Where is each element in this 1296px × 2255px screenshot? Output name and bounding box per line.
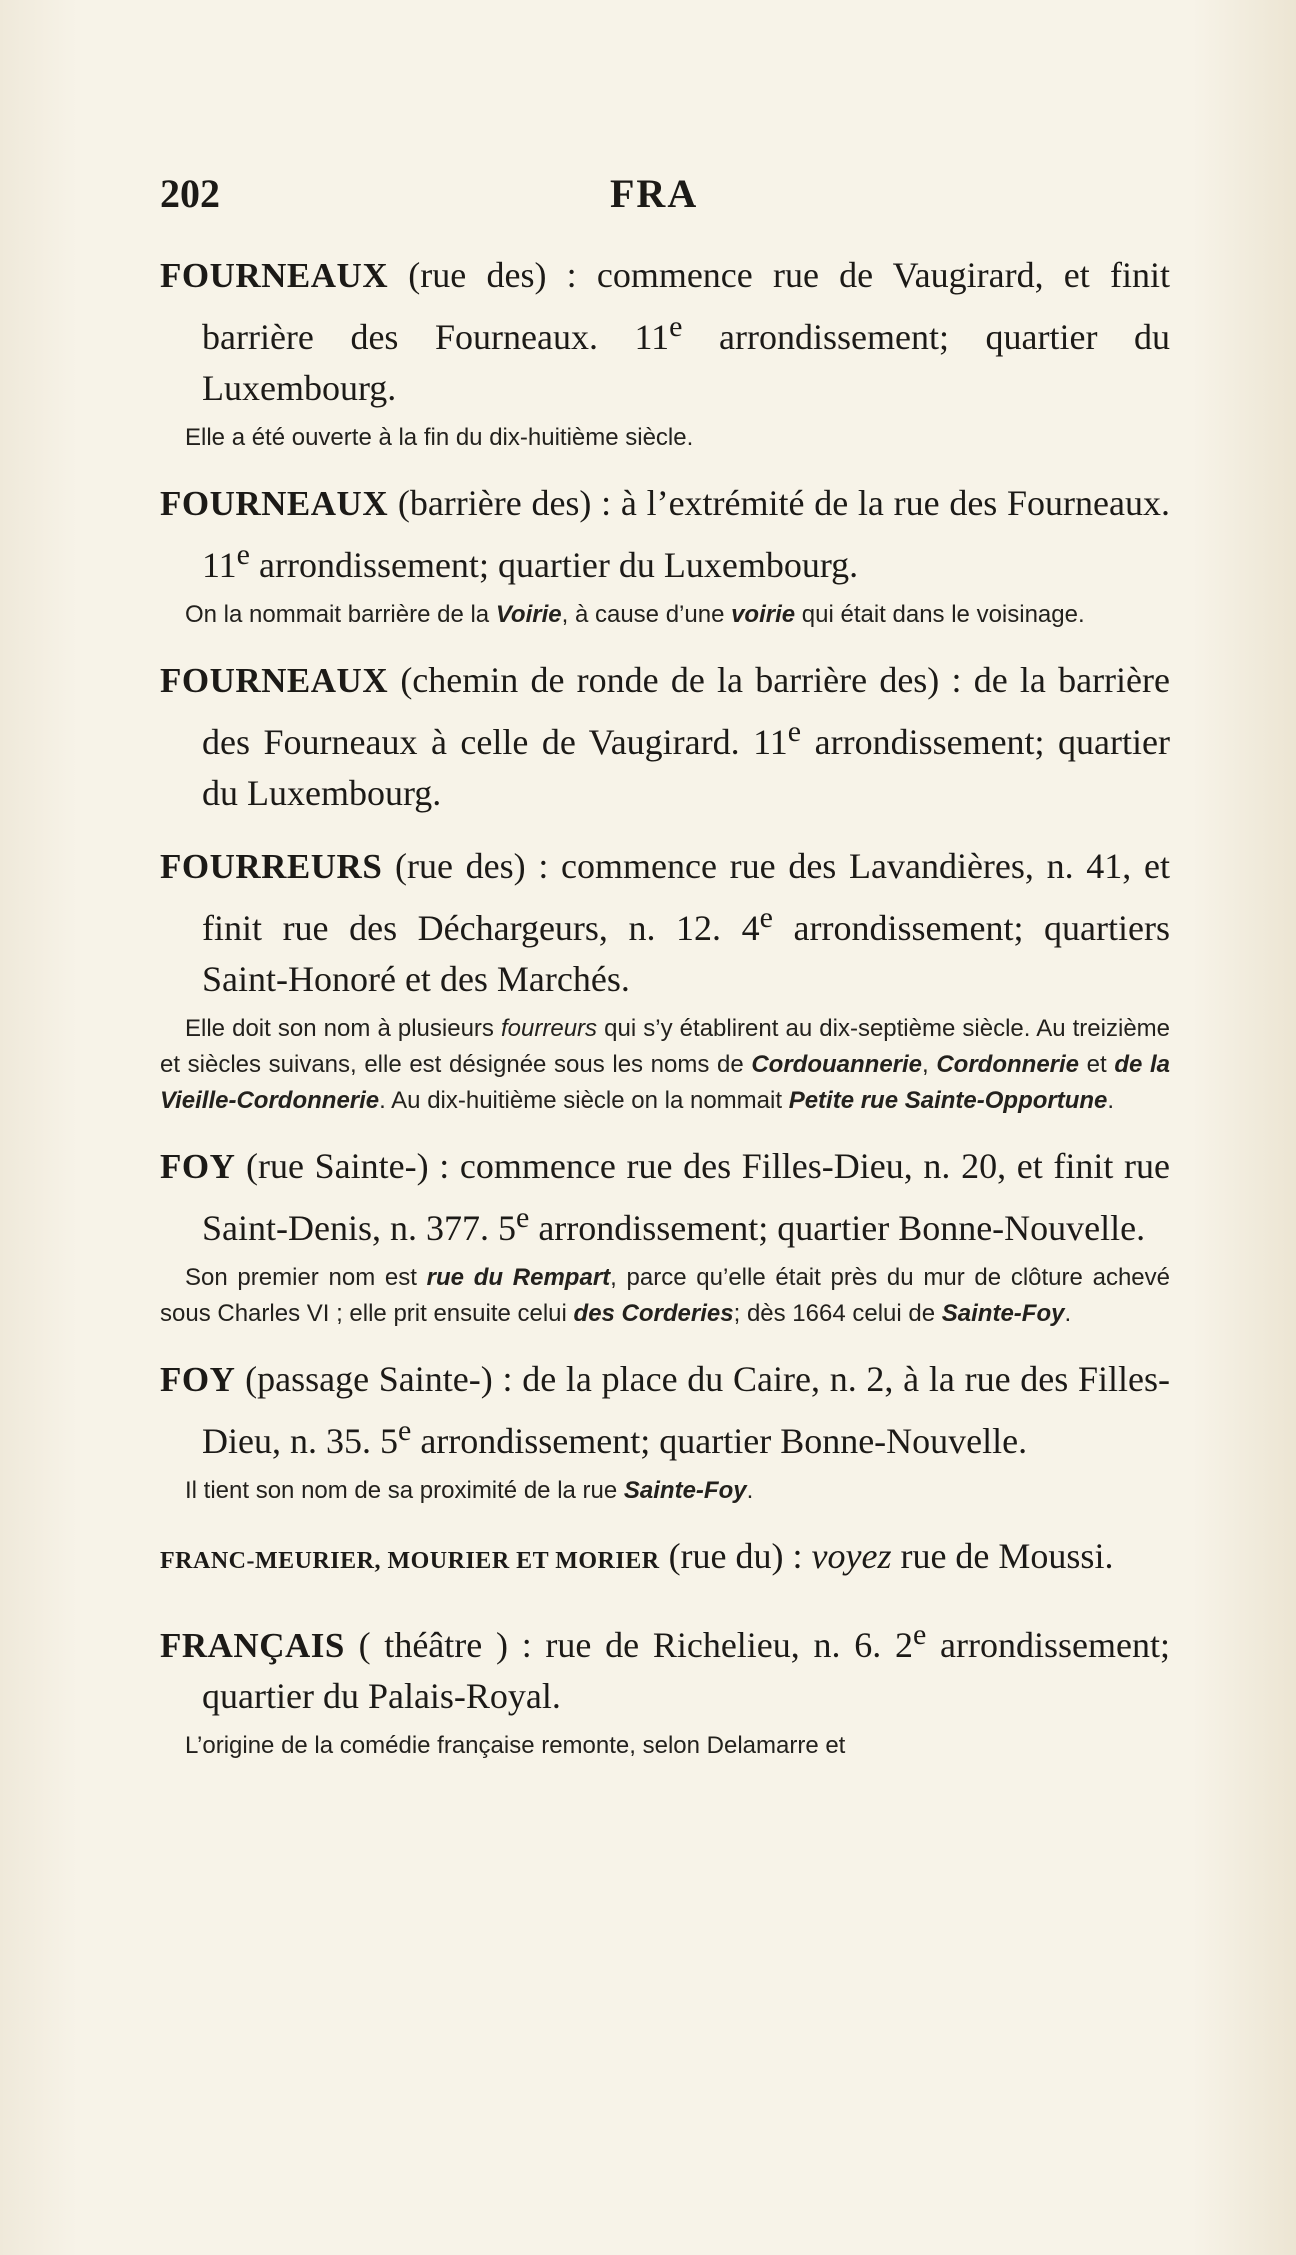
note-text: Elle a été ouverte à la fin du dix-huitième siècle. xyxy=(185,424,694,451)
entry-fourneaux-rue xyxy=(160,250,1170,456)
entry-headword: FRANÇAIS xyxy=(160,1626,345,1665)
entry-body: (rue des) : commence rue de Vaugirard, et finit barrière des Fourneaux. 11 xyxy=(202,255,1170,357)
note-italic: des Corderies xyxy=(573,1300,734,1327)
superscript: e xyxy=(515,1201,530,1234)
note-italic: Petite rue Sainte-Opportune xyxy=(788,1087,1108,1114)
entry-body-cont: arrondissement; quartiers Saint-Honoré et des Marchés. xyxy=(202,908,1170,999)
note-text: Son premier nom est xyxy=(185,1264,427,1291)
superscript: e xyxy=(759,901,773,934)
note-text: qui était dans le voisinage. xyxy=(795,601,1085,628)
note-text: L’origine de la comédie française remonte, selon Delamarre et xyxy=(185,1732,846,1759)
note-text: On la nommait barrière de la xyxy=(185,601,496,628)
note-italic: Cordouannerie xyxy=(751,1051,923,1078)
entry-headword: FOY xyxy=(160,1360,236,1399)
note-italic: Sainte-Foy xyxy=(623,1477,747,1504)
note-italic: Sainte-Foy xyxy=(941,1300,1065,1327)
note-text: . xyxy=(1064,1300,1072,1327)
note-text: Il tient son nom de sa proximité de la rue xyxy=(185,1477,624,1504)
superscript: e xyxy=(669,310,683,343)
page-header xyxy=(160,170,1160,230)
entry-francais-theatre xyxy=(160,1609,1170,1764)
entry-headword: FOURREURS xyxy=(160,847,383,886)
dictionary-entries xyxy=(160,250,1170,1786)
superscript: e xyxy=(912,1618,927,1651)
entry-body-cont: arrondissement; quartier du Luxembourg. xyxy=(202,722,1170,813)
note-text: . xyxy=(1107,1087,1115,1114)
entry-text xyxy=(160,841,1170,1005)
running-head: FRA xyxy=(610,171,699,216)
superscript: e xyxy=(236,538,250,571)
entry-text xyxy=(160,1531,1170,1587)
note-text: et xyxy=(1079,1051,1115,1078)
entry-body: (rue du) : xyxy=(659,1536,812,1576)
entry-text xyxy=(160,1141,1170,1254)
note-italic: fourreurs xyxy=(501,1015,598,1042)
note-text: , à cause d’une xyxy=(561,601,732,628)
note-italic: Voirie xyxy=(495,601,562,628)
note-italic: Cordonnerie xyxy=(936,1051,1080,1078)
entry-fourneaux-chemin xyxy=(160,655,1170,819)
note-italic: de la Vieille-Cordonnerie xyxy=(160,1051,1170,1114)
entry-body: (barrière des) : à l’extrémité de la rue des Fourneaux. 11 xyxy=(202,483,1170,585)
entry-body-cont: rue de Moussi. xyxy=(891,1536,1114,1576)
note-text: , xyxy=(922,1051,937,1078)
entry-body: (chemin de ronde de la barrière des) : de la barrière des Fourneaux à celle de Vaugirard. 11 xyxy=(202,660,1170,762)
entry-body-cont: arrondissement; quartier Bonne-Nouvelle. xyxy=(411,1421,1028,1461)
entry-body: (passage Sainte-) : de la place du Caire, n. 2, à la rue des Filles-Dieu, n. 35. 5 xyxy=(202,1359,1170,1461)
entry-italic: voyez xyxy=(811,1536,892,1576)
entry-headword: FOURNEAUX xyxy=(160,256,389,295)
entry-foy-rue xyxy=(160,1141,1170,1332)
entry-headword: FOURNEAUX xyxy=(160,661,389,700)
entry-note xyxy=(160,1260,1170,1332)
entry-headword: FOURNEAUX xyxy=(160,484,389,523)
note-text: Elle doit son nom à plusieurs xyxy=(185,1015,502,1042)
note-text: . xyxy=(746,1477,754,1504)
entry-headword: FOY xyxy=(160,1147,236,1186)
entry-headword: FRANC-MEURIER, MOURIER ET MORIER xyxy=(160,1548,660,1574)
entry-body-cont: arrondissement; quartier Bonne-Nouvelle. xyxy=(529,1208,1146,1248)
entry-fourneaux-barriere xyxy=(160,478,1170,633)
superscript: e xyxy=(787,715,802,748)
entry-note xyxy=(160,1728,1170,1764)
entry-body-cont: arrondissement; quartier du Luxembourg. xyxy=(250,545,859,585)
entry-body: (rue des) : commence rue des Lavandières, n. 41, et finit rue des Déchargeurs, n. 12. 4 xyxy=(202,846,1170,948)
entry-note xyxy=(160,597,1170,633)
entry-text xyxy=(160,1609,1170,1722)
entry-note xyxy=(160,420,1170,456)
note-italic: voirie xyxy=(731,601,796,628)
note-italic: rue du Rempart xyxy=(426,1264,611,1291)
note-text: ; dès 1664 celui de xyxy=(733,1300,942,1327)
entry-note xyxy=(160,1473,1170,1509)
entry-foy-passage xyxy=(160,1354,1170,1509)
entry-text xyxy=(160,655,1170,819)
entry-body: (rue Sainte-) : commence rue des Filles-Dieu, n. 20, et finit rue Saint-Denis, n. 377. 5 xyxy=(202,1146,1170,1248)
entry-note xyxy=(160,1011,1170,1119)
note-text: . Au dix-huitième siècle on la nommait xyxy=(379,1087,789,1114)
entry-text xyxy=(160,1354,1170,1467)
entry-text xyxy=(160,478,1170,591)
page-number: 202 xyxy=(160,171,220,216)
note-text: , parce qu’elle était près du mur de clôture achevé sous Charles VI ; elle prit ensuite celui xyxy=(160,1264,1170,1327)
entry-body-cont: arrondissement; quartier du Luxembourg. xyxy=(202,317,1170,408)
note-text: qui s’y établirent au dix-septième siècle. Au treizième et siècles suivans, elle est désignée sous les noms de xyxy=(160,1015,1171,1078)
superscript: e xyxy=(397,1414,412,1447)
entry-text xyxy=(160,250,1170,414)
entry-fourreurs xyxy=(160,841,1170,1119)
entry-body-cont: arrondissement; quartier du Palais-Royal. xyxy=(202,1625,1170,1716)
entry-franc-meurier xyxy=(160,1531,1170,1587)
entry-body: ( théâtre ) : rue de Richelieu, n. 6. 2 xyxy=(344,1625,913,1665)
